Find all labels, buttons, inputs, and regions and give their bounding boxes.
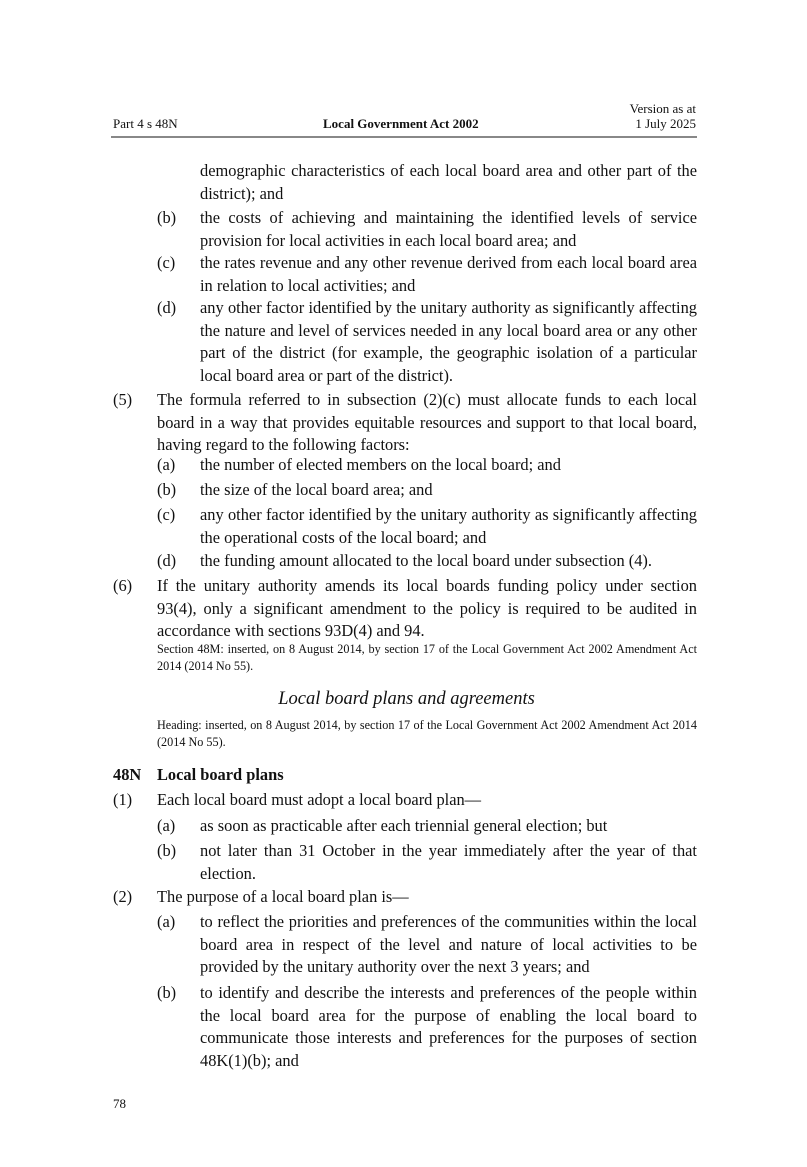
item-text: the size of the local board area; and — [200, 480, 433, 499]
item-text: any other factor identified by the unitary authority as significantly affecting the nature and level of services needed in any local board area or any other part of the district (for example, the geographic isolation of a particular local board area or part of the district). — [200, 298, 697, 385]
subsection-label: (1) — [113, 790, 133, 809]
header-rule — [111, 136, 697, 138]
item-text: the rates revenue and any other revenue derived from each local board area in relation to local activities; and — [200, 253, 697, 295]
item-label: (d) — [157, 551, 177, 570]
item-text: the costs of achieving and maintaining the identified levels of service provision for local activities in each local board area; and — [200, 208, 697, 250]
item-text: to reflect the priorities and preferences of the communities within the local board area in respect of the level and nature of local activities to be provided by the unitary authority over the next 3 years; and — [200, 912, 697, 977]
item-label: (b) — [157, 983, 177, 1002]
item-label: (d) — [157, 298, 177, 317]
section-number: 48N — [113, 765, 142, 784]
item-text: the number of elected members on the local board; and — [200, 455, 561, 474]
subsection-text: The purpose of a local board plan is— — [157, 887, 409, 906]
item-text: as soon as practicable after each triennial general election; but — [200, 816, 608, 835]
item-label: (c) — [157, 253, 176, 272]
subsection-text: If the unitary authority amends its local boards funding policy under section 93(4), only a significant amendment to the policy is required to be audited in accordance with sections 93D(4) and 94. — [157, 576, 697, 641]
part-reference: Part 4 s 48N — [113, 116, 178, 131]
item-label: (c) — [157, 505, 176, 524]
act-title: Local Government Act 2002 — [323, 116, 479, 131]
item-label: (a) — [157, 455, 176, 474]
subsection-label: (5) — [113, 390, 133, 409]
subsection-label: (6) — [113, 576, 133, 595]
subsection-text: Each local board must adopt a local board plan— — [157, 790, 482, 809]
history-note: Heading: inserted, on 8 August 2014, by section 17 of the Local Government Act 2002 Amendment Act 2014 (2014 No 55). — [157, 718, 697, 749]
cross-heading: Local board plans and agreements — [278, 689, 535, 709]
item-text: any other factor identified by the unitary authority as significantly affecting the operational costs of the local board; and — [200, 505, 697, 547]
subsection-text: The formula referred to in subsection (2)(c) must allocate funds to each local board in a way that provides equitable resources and support to that local board, having regard to the following factors: — [157, 390, 697, 455]
page-number: 78 — [113, 1096, 126, 1111]
item-label: (b) — [157, 841, 177, 860]
item-text: to identify and describe the interests and preferences of the people within the local board area for the purpose of enabling the local board to communicate those interests and preferences for the purposes of section 48K(1)(b); and — [200, 983, 697, 1070]
item-label: (a) — [157, 912, 176, 931]
item-label: (b) — [157, 480, 177, 499]
section-title: Local board plans — [157, 765, 284, 784]
subsection-label: (2) — [113, 887, 133, 906]
item-label: (a) — [157, 816, 176, 835]
version-label: Version as at — [629, 101, 696, 116]
item-text: the funding amount allocated to the local board under subsection (4). — [200, 551, 652, 570]
version-date: 1 July 2025 — [635, 116, 696, 131]
item-label: (b) — [157, 208, 177, 227]
history-note: Section 48M: inserted, on 8 August 2014, by section 17 of the Local Government Act 2002 Amendment Act 2014 (2014 No 55). — [157, 642, 697, 673]
paragraph-continuation: demographic characteristics of each local board area and other part of the district); and — [200, 161, 697, 203]
item-text: not later than 31 October in the year immediately after the year of that election. — [200, 841, 697, 883]
